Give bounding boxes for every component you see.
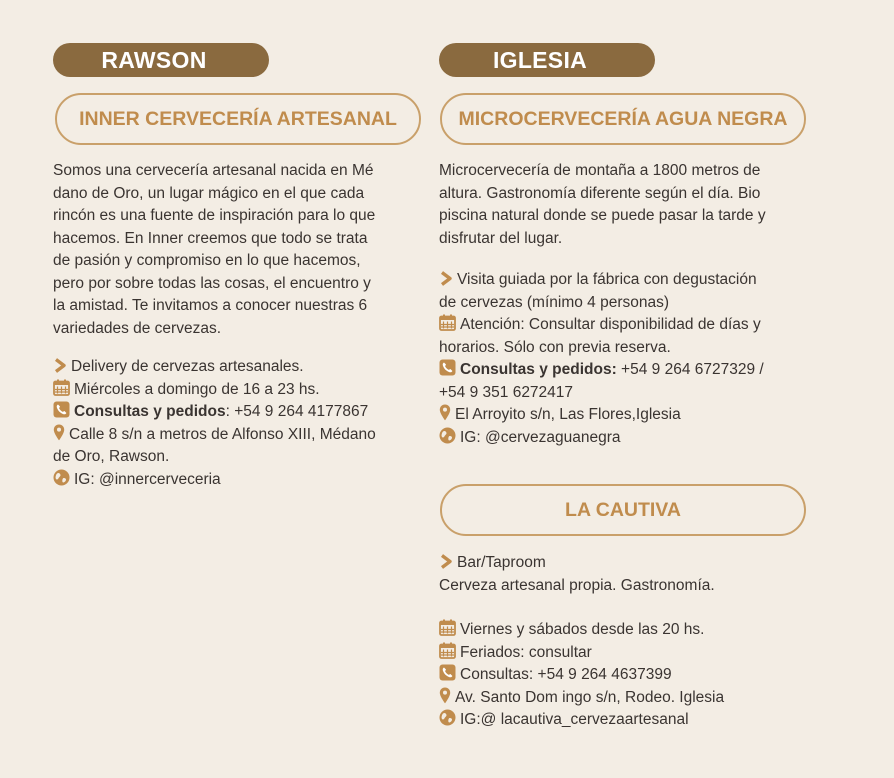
phone-icon <box>439 359 456 376</box>
agua-negra-description <box>439 160 766 250</box>
tour-row <box>439 269 764 292</box>
instagram-handle[interactable]: IG: @cervezaguanegra <box>460 428 621 446</box>
description-line: pero por sobre todas las cosas, el encuentro y <box>53 274 371 292</box>
inner-details <box>53 356 376 491</box>
description-line: variedades de cervezas. <box>53 319 222 337</box>
holidays-row <box>439 642 724 665</box>
description-line: Somos una cervecería artesanal nacida en Mé <box>53 162 374 179</box>
address-row <box>439 687 724 710</box>
address-row-cont: de Oro, Rawson. <box>53 448 170 465</box>
inner-description <box>53 160 375 340</box>
tour-text: Visita guiada por la fábrica con degustación <box>457 271 757 288</box>
contact-phone[interactable]: : +54 9 264 4177867 <box>225 403 369 420</box>
contact-label: Consultas y pedidos: <box>460 361 617 378</box>
contact-row <box>53 401 376 424</box>
contact-phone-2[interactable]: +54 9 351 6272417 <box>439 383 574 401</box>
attention-row <box>439 314 764 337</box>
attention-row-cont: horarios. Sólo con previa reserva. <box>439 338 671 356</box>
instagram-handle[interactable]: IG: @innercerveceria <box>74 470 221 488</box>
la-cautiva-details <box>439 552 724 732</box>
service-text: Delivery de cervezas artesanales. <box>71 358 304 375</box>
contact-row <box>439 359 764 382</box>
contact-phone[interactable]: Consultas: +54 9 264 4637399 <box>460 666 672 683</box>
instagram-handle[interactable]: IG:@ lacautiva_cervezaartesanal <box>460 711 689 728</box>
type-row <box>439 552 724 575</box>
address-text: Calle 8 s/n a metros de Alfonso XIII, Médano <box>69 425 376 443</box>
hours-text: Miércoles a domingo de 16 a 23 hs. <box>74 380 320 398</box>
globe-icon <box>53 469 70 486</box>
instagram-row <box>53 469 376 492</box>
globe-icon <box>439 709 456 726</box>
description-line: de pasión y compromiso en lo que hacemos, <box>53 252 361 269</box>
venue-title-inner: INNER CERVECERÍA ARTESANAL <box>55 93 421 145</box>
description-line: hacemos. En Inner creemos que todo se trata <box>53 229 368 247</box>
contact-label: Consultas y pedidos <box>74 403 226 420</box>
calendar-icon <box>439 314 456 331</box>
hours-row <box>439 619 724 642</box>
contact-row <box>439 664 724 687</box>
region-label-rawson: RAWSON <box>53 43 269 77</box>
calendar-icon <box>53 379 70 396</box>
phone-icon <box>439 664 456 681</box>
address-row <box>53 424 376 447</box>
tour-row-cont: de cervezas (mínimo 4 personas) <box>439 293 670 311</box>
instagram-row <box>439 427 764 450</box>
calendar-icon <box>439 642 456 659</box>
map-pin-icon <box>53 424 65 441</box>
agua-negra-details <box>439 269 764 449</box>
phone-icon <box>53 401 70 418</box>
description-line: piscina natural donde se puede pasar la tarde y <box>439 207 766 224</box>
attention-text: Atención: Consultar disponibilidad de días y <box>460 316 761 333</box>
service-row <box>53 356 376 379</box>
region-label-iglesia: IGLESIA <box>439 43 655 77</box>
map-pin-icon <box>439 404 451 421</box>
chevron-right-icon <box>53 358 67 373</box>
description-line: Microcervecería de montaña a 1800 metros de <box>439 162 761 179</box>
chevron-right-icon <box>439 271 453 286</box>
chevron-right-icon <box>439 554 453 569</box>
description-line: altura. Gastronomía diferente según el día. Bio <box>439 184 761 202</box>
hours-row <box>53 379 376 402</box>
description-line: rincón es una fuente de inspiración para lo que <box>53 207 376 224</box>
address-row <box>439 404 764 427</box>
description-line: la amistad. Te invitamos a conocer nuestras 6 <box>53 297 368 314</box>
map-pin-icon <box>439 687 451 704</box>
hours-text: Viernes y sábados desde las 20 hs. <box>460 621 705 638</box>
la-cautiva-description: Cerveza artesanal propia. Gastronomía. <box>439 576 715 594</box>
calendar-icon <box>439 619 456 636</box>
venue-title-la-cautiva: LA CAUTIVA <box>440 484 806 536</box>
holidays-text: Feriados: consultar <box>460 643 592 661</box>
globe-icon <box>439 427 456 444</box>
address-text: El Arroyito s/n, Las Flores,Iglesia <box>455 406 681 423</box>
instagram-row <box>439 709 724 732</box>
venue-title-agua-negra: MICROCERVECERÍA AGUA NEGRA <box>440 93 806 145</box>
contact-phone[interactable]: +54 9 264 6727329 / <box>616 361 764 378</box>
description-line: dano de Oro, un lugar mágico en el que cada <box>53 184 365 202</box>
type-text: Bar/Taproom <box>457 554 546 571</box>
description-line: disfrutar del lugar. <box>439 229 563 247</box>
address-text: Av. Santo Dom ingo s/n, Rodeo. Iglesia <box>455 688 725 706</box>
